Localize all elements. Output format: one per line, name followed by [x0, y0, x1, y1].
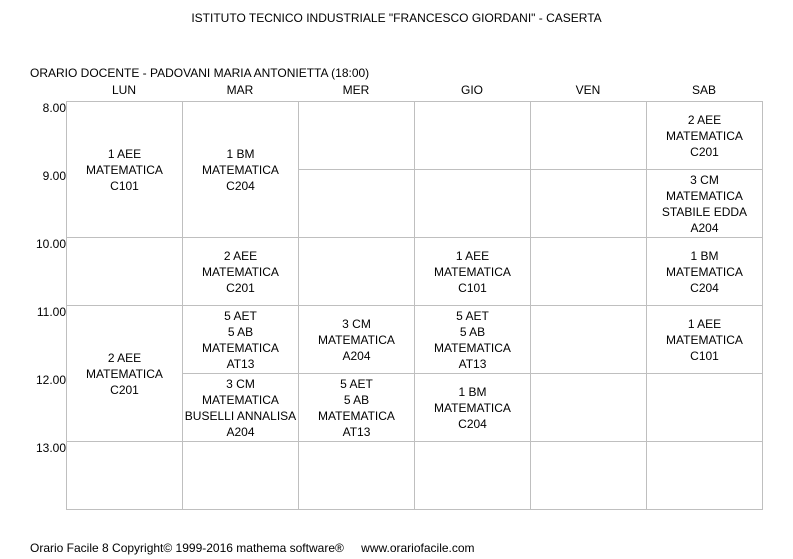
- lesson-line: 5 AB: [343, 392, 370, 407]
- lesson-line: AT13: [342, 424, 371, 439]
- lesson-line: 5 AB: [227, 324, 254, 339]
- empty-cell: [66, 441, 183, 510]
- lesson-cell: [646, 169, 763, 238]
- lesson-line: C201: [226, 280, 255, 295]
- time-label: 9.00: [42, 169, 66, 183]
- lesson-line: MATEMATICA: [434, 340, 511, 355]
- lesson-cell: [414, 237, 531, 306]
- footer: [30, 541, 489, 555]
- empty-cell: [646, 373, 763, 442]
- time-label: 12.00: [35, 373, 66, 387]
- lesson-cell: [182, 373, 299, 442]
- lesson-line: 3 CM: [342, 316, 371, 331]
- lesson-line: C204: [226, 178, 255, 193]
- lesson-line: 1 BM: [226, 146, 255, 161]
- lesson-cell: [66, 101, 183, 238]
- empty-cell: [298, 237, 415, 306]
- lesson-line: MATEMATICA: [202, 392, 279, 407]
- lesson-line: MATEMATICA: [86, 366, 163, 381]
- empty-cell: [414, 169, 531, 238]
- lesson-line: 5 AB: [459, 324, 486, 339]
- day-header-lun: LUN: [111, 83, 136, 97]
- empty-cell: [530, 237, 647, 306]
- empty-cell: [414, 101, 531, 170]
- lesson-line: 1 AEE: [107, 146, 142, 161]
- lesson-line: MATEMATICA: [434, 264, 511, 279]
- lesson-line: 2 AEE: [107, 350, 142, 365]
- day-header-ven: VEN: [575, 83, 601, 97]
- lesson-line: MATEMATICA: [666, 332, 743, 347]
- lesson-line: MATEMATICA: [202, 264, 279, 279]
- empty-cell: [530, 305, 647, 374]
- lesson-line: 2 AEE: [687, 112, 722, 127]
- empty-cell: [66, 237, 183, 306]
- lesson-line: A204: [342, 348, 371, 363]
- time-label: 10.00: [35, 237, 66, 251]
- empty-cell: [414, 441, 531, 510]
- lesson-line: 1 BM: [690, 248, 719, 263]
- lesson-line: 5 AET: [456, 308, 489, 323]
- empty-cell: [298, 169, 415, 238]
- lesson-line: A204: [690, 220, 719, 235]
- lesson-line: C101: [690, 348, 719, 363]
- lesson-line: 2 AEE: [223, 248, 258, 263]
- time-label: 13.00: [35, 441, 66, 455]
- timetable-grid: [66, 101, 763, 510]
- lesson-line: 5 AET: [224, 308, 257, 323]
- lesson-cell: [646, 101, 763, 170]
- lesson-line: AT13: [458, 356, 487, 371]
- lesson-line: AT13: [226, 356, 255, 371]
- lesson-line: MATEMATICA: [434, 400, 511, 415]
- lesson-line: A204: [226, 424, 255, 439]
- lesson-line: MATEMATICA: [666, 188, 743, 203]
- lesson-line: 5 AET: [340, 376, 373, 391]
- lesson-cell: [646, 305, 763, 374]
- lesson-cell: [414, 373, 531, 442]
- lesson-cell: [414, 305, 531, 374]
- lesson-line: MATEMATICA: [318, 408, 395, 423]
- lesson-line: C204: [458, 416, 487, 431]
- empty-cell: [298, 441, 415, 510]
- lesson-line: MATEMATICA: [666, 128, 743, 143]
- empty-cell: [298, 101, 415, 170]
- lesson-line: C101: [110, 178, 139, 193]
- lesson-line: C201: [110, 382, 139, 397]
- lesson-line: 1 AEE: [687, 316, 722, 331]
- time-label: 11.00: [36, 305, 66, 319]
- lesson-line: 3 CM: [690, 172, 719, 187]
- day-header-mer: MER: [342, 83, 370, 97]
- school-title: ISTITUTO TECNICO INDUSTRIALE "FRANCESCO GIORDANI" - CASERTA: [191, 11, 602, 25]
- lesson-line: MATEMATICA: [202, 340, 279, 355]
- lesson-line: C101: [458, 280, 487, 295]
- day-header-gio: GIO: [460, 83, 483, 97]
- lesson-cell: [66, 305, 183, 442]
- empty-cell: [530, 101, 647, 170]
- empty-cell: [530, 441, 647, 510]
- footer-website[interactable]: www.orariofacile.com: [361, 541, 475, 555]
- lesson-cell: [182, 101, 299, 238]
- lesson-cell: [298, 305, 415, 374]
- lesson-line: 1 BM: [458, 384, 487, 399]
- lesson-line: MATEMATICA: [202, 162, 279, 177]
- lesson-cell: [646, 237, 763, 306]
- empty-cell: [646, 441, 763, 510]
- lesson-cell: [298, 373, 415, 442]
- lesson-line: MATEMATICA: [318, 332, 395, 347]
- lesson-line: BUSELLI ANNALISA: [184, 408, 297, 423]
- day-header-mar: MAR: [226, 83, 254, 97]
- lesson-line: 1 AEE: [455, 248, 490, 263]
- empty-cell: [530, 169, 647, 238]
- lesson-line: C201: [690, 144, 719, 159]
- empty-cell: [530, 373, 647, 442]
- lesson-line: MATEMATICA: [666, 264, 743, 279]
- lesson-line: C204: [690, 280, 719, 295]
- lesson-cell: [182, 305, 299, 374]
- lesson-cell: [182, 237, 299, 306]
- lesson-line: MATEMATICA: [86, 162, 163, 177]
- day-header-sab: SAB: [691, 83, 716, 97]
- time-label: 8.00: [42, 101, 66, 115]
- lesson-line: 3 CM: [226, 376, 255, 391]
- teacher-schedule-title: ORARIO DOCENTE - PADOVANI MARIA ANTONIETTA (18:00): [30, 66, 370, 80]
- footer-copyright: Orario Facile 8 Copyright© 1999-2016 mathema software®: [30, 541, 344, 555]
- lesson-line: STABILE EDDA: [661, 204, 748, 219]
- empty-cell: [182, 441, 299, 510]
